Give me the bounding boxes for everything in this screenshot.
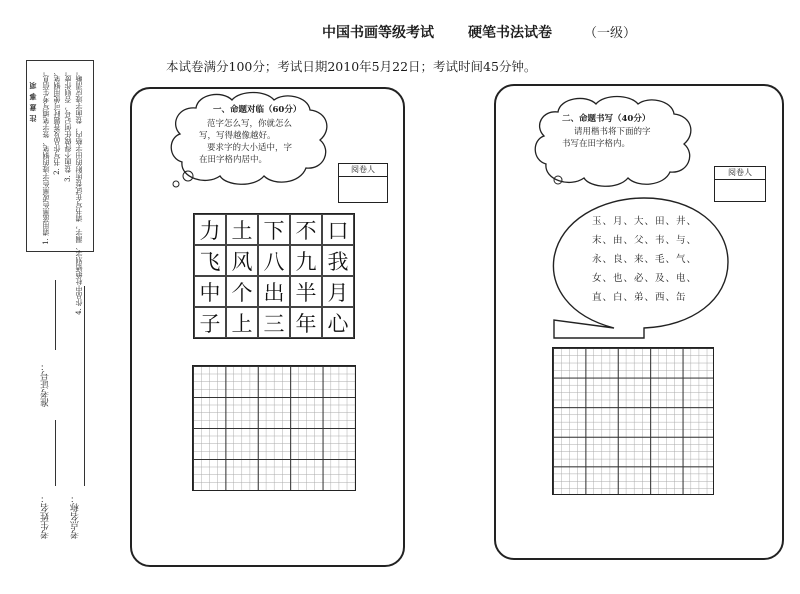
candidate-name-field[interactable]	[55, 420, 56, 486]
required-character-row: 女、也、必、及、电、	[592, 273, 698, 284]
section1-writing-grid[interactable]	[192, 365, 356, 491]
model-character: 力	[194, 214, 226, 245]
required-character-row: 玉、月、大、田、井、	[592, 216, 698, 227]
model-character: 心	[322, 307, 354, 338]
instruction-line: 4. 作品中杜绝错别字、漏字，请书写在试卷所附的田字格内，卷面字迹应清晰。	[75, 68, 83, 315]
section1-reviewer-box	[338, 163, 388, 203]
exam-header	[0, 22, 800, 42]
exam-level: （一级）	[584, 26, 637, 41]
model-character: 土	[226, 214, 258, 245]
section1-instruction: 在田字格内居中。	[199, 155, 268, 165]
model-character: 个	[226, 276, 258, 307]
reviewer-label: 阅卷人	[715, 167, 765, 180]
exam-subtitle: 硬笔书法试卷	[468, 25, 552, 41]
venue-field[interactable]	[84, 286, 85, 486]
model-character: 三	[258, 307, 290, 338]
exam-notice: 本试卷满分100分；考试日期2010年5月22日；考试时间45分钟。	[166, 59, 537, 74]
section2-instruction: 书写在田字格内。	[562, 139, 631, 149]
model-character: 下	[258, 214, 290, 245]
instruction-line: 2. 书写作品及答题时可使用钢笔、	[53, 68, 61, 175]
required-character-row: 末、由、父、韦、与、	[592, 235, 698, 246]
exam-number-field[interactable]	[55, 280, 56, 350]
model-character: 风	[226, 245, 258, 276]
section2-title: 二、命题书写（40分）	[562, 114, 651, 124]
section1-title: 一、命题对临（60分）	[213, 105, 302, 115]
model-character: 出	[258, 276, 290, 307]
instruction-line: 1. 请用蓝黑色或黑色字迹的钢笔、签字笔填写考生信息。	[42, 68, 50, 245]
exam-title: 中国书画等级考试	[322, 25, 434, 41]
model-character: 中	[194, 276, 226, 307]
model-character: 九	[290, 245, 322, 276]
model-character: 半	[290, 276, 322, 307]
model-character: 子	[194, 307, 226, 338]
model-character: 年	[290, 307, 322, 338]
model-character: 口	[322, 214, 354, 245]
venue-label: 考点名称：	[71, 494, 81, 539]
section1-instruction: 要求字的大小适中，字	[207, 143, 293, 153]
section2-writing-grid[interactable]	[552, 347, 714, 495]
model-character-grid	[193, 213, 355, 339]
required-character-row: 直、白、弟、西、缶	[592, 292, 687, 303]
exam-number-label: 准考证号：	[41, 362, 51, 407]
instructions-heading: 注意事项	[28, 78, 37, 122]
candidate-name-label: 考生姓名：	[41, 494, 51, 539]
section2-instruction: 请用楷书将下面的字	[574, 127, 651, 137]
model-character: 我	[322, 245, 354, 276]
model-character: 飞	[194, 245, 226, 276]
reviewer-label: 阅卷人	[339, 164, 387, 177]
model-character: 月	[322, 276, 354, 307]
section1-instruction: 范字怎么写，你就怎么	[207, 119, 293, 129]
section1-instruction: 写，写得越像越好。	[199, 131, 276, 141]
instruction-line: 3. 卷面不得做任何记号，否则作废。	[64, 68, 72, 182]
model-character: 不	[290, 214, 322, 245]
model-character: 上	[226, 307, 258, 338]
model-character: 八	[258, 245, 290, 276]
required-character-row: 永、良、来、毛、气、	[592, 254, 698, 265]
